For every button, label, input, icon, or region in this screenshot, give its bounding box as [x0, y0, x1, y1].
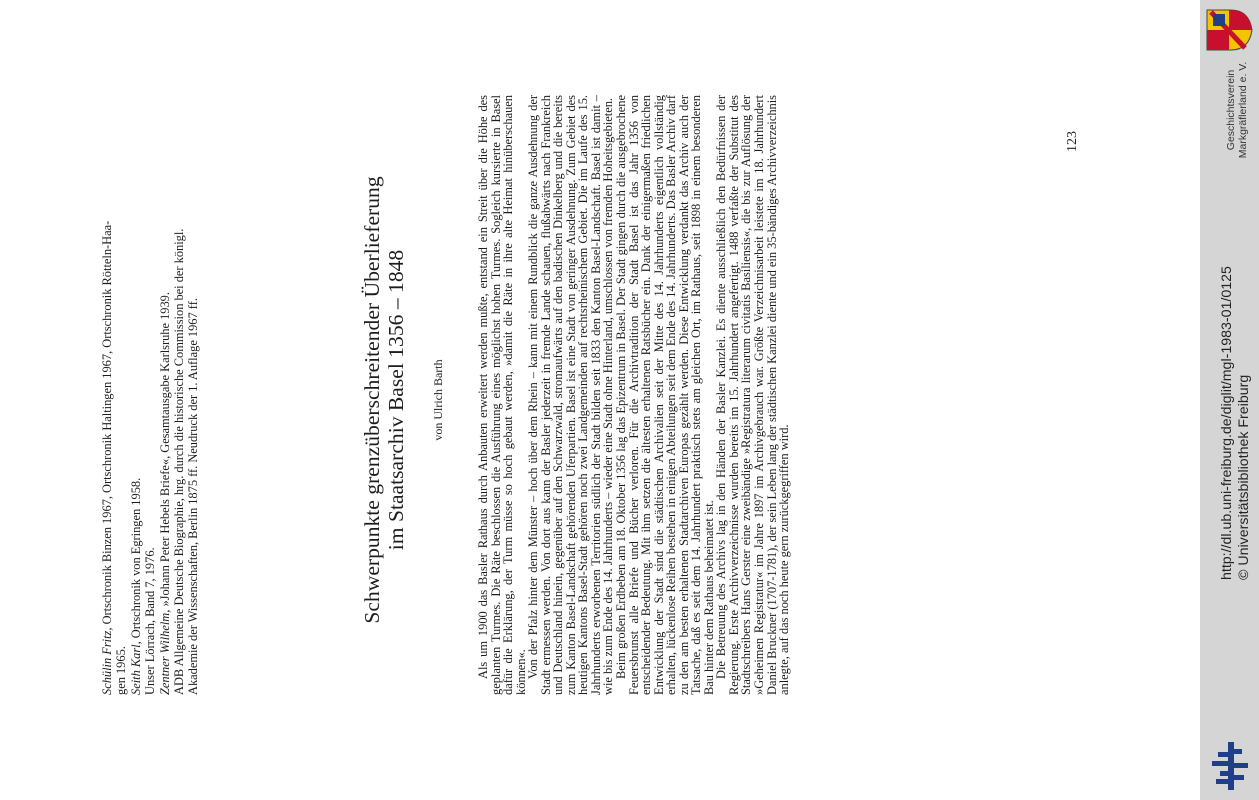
- bib-author: Zentner Wilhelm,: [157, 609, 172, 695]
- article-title-line-1: Schwerpunkte grenzüberschreitender Überlieferung: [360, 176, 384, 624]
- ub-freiburg-logo-icon[interactable]: [1208, 742, 1250, 790]
- bib-text: »Johann Peter Hebels Briefe«, Gesamtausgabe Karlsruhe 1939.: [157, 292, 172, 607]
- source-url[interactable]: http://dl.ub.uni-freiburg.de/diglit/mgl-1983-01/0125: [1219, 266, 1235, 580]
- paragraph: Beim großen Erdbeben am 18. Oktober 1356 lag das Epizentrum in Basel. Der Stadt gingen durch die ausgebrochene Feuersbrunst alle Briefe und Bücher verloren. Für die Archivtradition der Stadt Basel ist das Jahr 1356 von entscheidender Bedeutung. Mit ihm setzen die ältesten erhaltenen Ratsbücher ein. Dank der einigermaßen friedlichen Entwicklung der Stadt sind die städtischen Archivalien seit der Mitte des 14. Jahrhunderts eigentlich vollständig erhalten, lückenlose Reihen bestehen in einigen Abteilungen seit dem Ende des 14. Jahrhunderts. Das Basler Archiv darf zu den am besten erhaltenen Stadtarchiven Europas gezählt werden. Diese Entwicklung verdankt das Archiv auch der Tatsache, daß es seit dem 14. Jahrhundert praktisch stets am gleichen Ort, im Rathaus, seit 1898 in einem besonderen Bau hinter dem Rathaus beheimatet ist.: [614, 95, 716, 695]
- bib-entry: [100, 95, 114, 695]
- bib-text: Akademie der Wissenschaften, Berlin 1875 ff. Neudruck der 1. Auflage 1967 ff.: [186, 298, 201, 695]
- bib-author: Schülin Fritz,: [100, 627, 114, 695]
- bib-text: Ortschronik Binzen 1967, Ortschronik Haltingen 1967, Ortschronik Rötteln-Haa-: [100, 220, 114, 625]
- page-number: 123: [1065, 131, 1080, 152]
- paragraph: Als um 1900 das Basler Rathaus durch Anbauten erweitert werden mußte, entstand ein Streit über die Höhe des geplanten Turmes. Die Räte beschlossen die Ausführung eines möglichst hohen Turmes. Sogleich kursierte in Basel dafür die Erklärung, der Turm müsse so hoch gebaut werden, »damit die Räte in ihre alte Heimat hinüberschauen können«.: [476, 95, 528, 695]
- society-line: Geschichtsverein: [1225, 69, 1237, 151]
- article-body: [477, 95, 791, 695]
- society-name: [1225, 60, 1249, 160]
- bib-text: Ortschronik von Egringen 1958.: [128, 477, 143, 639]
- bib-text: Unser Lörrach, Band 7, 1976.: [143, 547, 158, 695]
- bibliography-block: [100, 95, 201, 695]
- bib-entry: [129, 95, 143, 695]
- bib-text: ADB Allgemeine Deutsche Biographie, hrg. durch die historische Commission bei der königl.: [172, 228, 187, 695]
- article-author: von Ulrich Barth: [431, 359, 445, 441]
- paragraph: Die Betreuung des Archivs lag in den Händen der Basler Kanzlei. Es diente ausschließlich den Bedürfnissen der Regierung. Erste Archivverzeichnisse wurden bereits im 15. Jahrhundert angefertigt. 1488 verfaßte der Substitut des Stadtschreibers Hans Gerster eine zweibändige »Registratura literarum civitatis Basiliensis«, die bis zur Auflösung der »Geheimen Registratur« im Jahre 1897 im Archivgebrauch war. Größte Verzeichnisarbeit leistete im 18. Jahrhundert Daniel Bruckner (1707-1781), der sein Leben lang der städtischen Kanzlei diente und ein 35-bändiges Archivverzeichnis anlegte, auf das noch heute gern zurückgegriffen wird.: [714, 95, 792, 695]
- bib-text: gen 1965.: [114, 646, 129, 695]
- bib-entry: [158, 95, 172, 695]
- article-title-line-2: im Staatsarchiv Basel 1356 – 1848: [384, 249, 408, 551]
- bib-author: Seith Karl,: [128, 641, 143, 695]
- copyright-notice: © Universitätsbibliothek Freiburg: [1236, 374, 1252, 580]
- coat-of-arms-icon: [1205, 8, 1253, 52]
- society-line: Markgräflerland e. V.: [1237, 61, 1249, 159]
- paragraph: Von der Pfalz hinter dem Münster – hoch über dem Rhein – kann mit einem Rundblick die ganze Ausdehnung der Stadt ermessen werden. Von dort aus kann der Basler jederzeit in fremde Lande schauen, flußabwärts nach Frankreich und Deutschland hinein, gegenüber auf den Schwarzwald, stromaufwärts auf den badischen Dinkelberg und die bereits zum Kanton Basel-Landschaft gehörenden Uferpartien. Basel ist eine Stadt von geringer Ausdehnung. Zum Gebiet des heutigen Kantons Basel-Stadt gehören noch zwei Landgemeinden auf rechtsrheinischem Gebiet. Die im Laufe des 15. Jahrhunderts erworbenen Territorien südlich der Stadt bilden seit 1833 den Kanton Basel-Landschaft. Basel ist damit – wie bis zum Ende des 14. Jahrhunderts – wieder eine Stadt ohne Hinterland, umschlossen von fremden Hoheitsgebieten.: [526, 95, 616, 695]
